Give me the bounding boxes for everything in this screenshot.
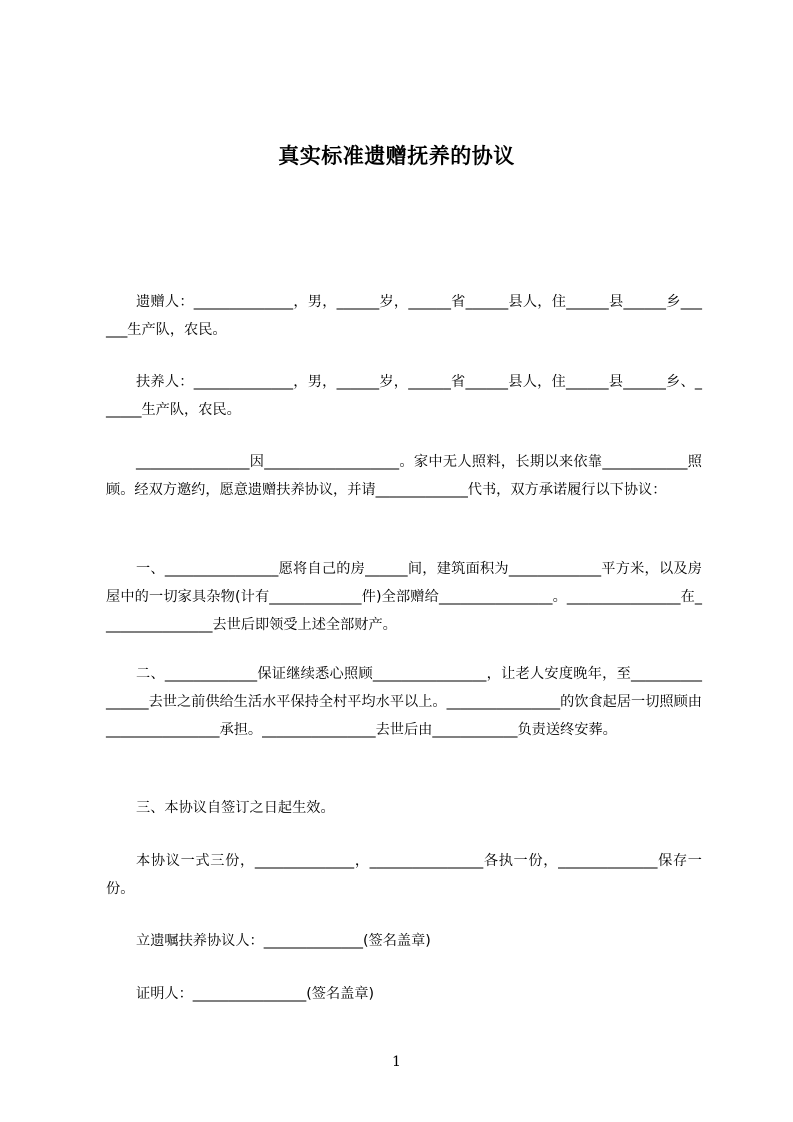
witness-line: 证明人：________________(签名盖章) — [136, 986, 375, 1002]
document-title: 真实标准遗赠抚养的协议 — [278, 144, 515, 168]
signatory-line: 立遗嘱扶养协议人：______________(签名盖章) — [136, 933, 431, 949]
copies-paragraph: 本协议一式三份，______________，________________各执一份，______________保存一份。 — [106, 853, 702, 898]
supporter-paragraph: 扶养人：______________，男，______岁，______省______县人，住______县______乡、______生产队，农民。 — [106, 374, 702, 419]
background-paragraph: ________________因___________________。家中无人照料，长期以来依靠____________照顾。经双方邀约，愿意遗赠扶养协议，并请_____________代书，双方承诺履行以下协议： — [106, 454, 702, 499]
clause-two-paragraph: 二、_____________保证继续悉心照顾________________，让老人安度晚年，至________________去世之前供给生活水平保持全村平均水平以上。________________的饮食起居一切照顾由________________承担。________________去世后由____________负责送终安葬。 — [106, 666, 702, 739]
clause-three-paragraph: 三、本协议自签订之日起生效。 — [136, 800, 335, 816]
bequeather-paragraph: 遗赠人：______________，男，______岁，______省______县人，住______县______乡______生产队，农民。 — [106, 294, 702, 339]
page-number: 1 — [392, 1054, 401, 1070]
clause-one-paragraph: 一、________________愿将自己的房______间，建筑面积为_____________平方米，以及房屋中的一切家具杂物(计有_____________件)全部赠给________________。________________在________________去世后即领受上述全部财产。 — [106, 561, 702, 634]
